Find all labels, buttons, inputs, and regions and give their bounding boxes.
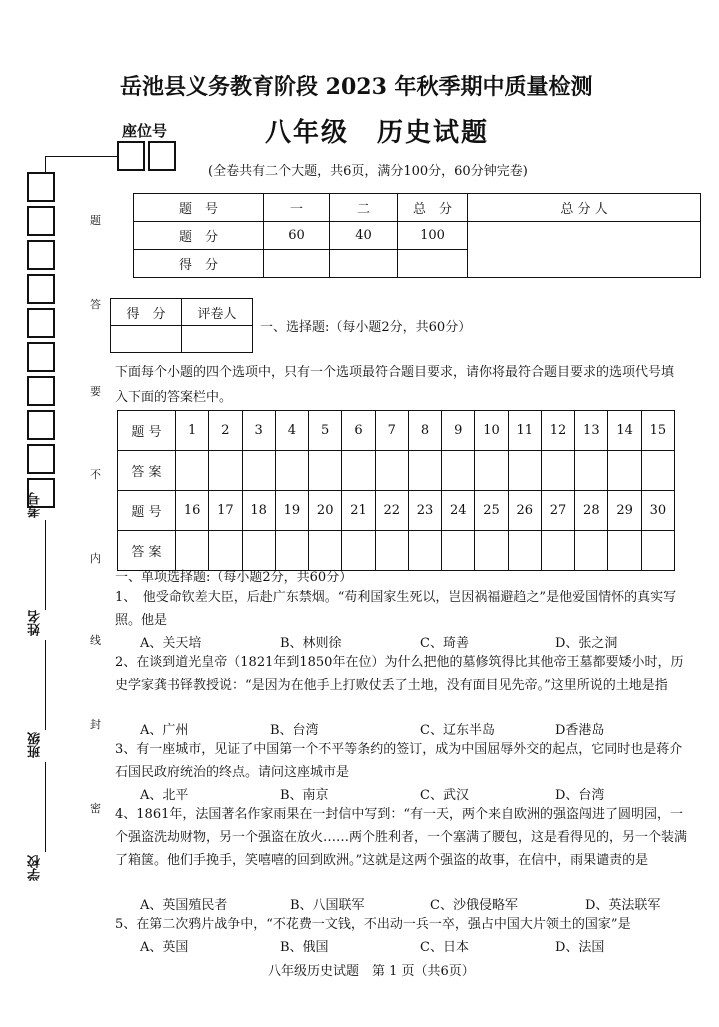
cut-line-char: 答 <box>90 298 101 311</box>
question-number-cell: 1 <box>176 411 209 451</box>
exam-number-box <box>27 206 55 236</box>
answer-cell <box>608 531 641 571</box>
question-number-cell: 14 <box>608 411 641 451</box>
option: B、俄国 <box>280 940 329 955</box>
exam-number-box <box>27 308 55 338</box>
option: B、南京 <box>280 788 329 803</box>
score-cell: 40 <box>330 222 398 250</box>
answer-cell <box>209 531 242 571</box>
binding-line <box>45 640 46 730</box>
question-number-cell: 24 <box>442 491 475 531</box>
cut-line-char: 内 <box>90 552 101 565</box>
score-header-cell: 总 分 人 <box>468 194 701 222</box>
answer-cell <box>275 531 308 571</box>
exam-number-box <box>27 444 55 474</box>
seat-box-2 <box>148 141 176 171</box>
binding-line <box>45 520 46 610</box>
exam-number-box <box>27 376 55 406</box>
question-number-cell: 29 <box>608 491 641 531</box>
option: B、林则徐 <box>280 636 342 651</box>
question-number-cell: 3 <box>242 411 275 451</box>
question-number-cell: 20 <box>309 491 342 531</box>
score-cell <box>398 250 468 278</box>
question-4: 4、1861年，法国著名作家雨果在一封信中写到：“有一天，两个来自欧洲的强盗闯进了圆明园，一个强盗洗劫财物，另一个强盗在放火……两个胜利者，一个塞满了腰包，这是看得见的，另一个装满了箱箧。他们手挽手，笑嘻嘻的回到欧洲。”这就是这两个强盗的故事，在信中，雨果谴责的是 <box>115 807 688 868</box>
exam-number-box <box>27 342 55 372</box>
answer-cell <box>309 531 342 571</box>
cut-line-char: 线 <box>90 634 101 647</box>
school-label: 学校 <box>28 855 43 881</box>
answer-cell <box>641 531 674 571</box>
answer-cell <box>508 451 541 491</box>
grader-score-label: 得 分 <box>111 299 182 326</box>
option: D、法国 <box>555 940 605 955</box>
answer-cell <box>442 451 475 491</box>
question-number-cell: 30 <box>641 491 674 531</box>
answer-label: 答 案 <box>118 451 176 491</box>
option: A、英国 <box>140 940 189 955</box>
answer-cell <box>176 451 209 491</box>
answer-cell <box>242 451 275 491</box>
section-title: 一、选择题:（每小题2分，共60分） <box>260 320 472 335</box>
answer-cell <box>442 531 475 571</box>
exam-note: (全卷共有二个大题，共6页，满分100分，60分钟完卷) <box>208 164 528 179</box>
answer-cell <box>608 451 641 491</box>
question-number-cell: 6 <box>342 411 375 451</box>
question-number-cell: 2 <box>209 411 242 451</box>
option: B、八国联军 <box>290 898 365 913</box>
question-3: 3、有一座城市，见证了中国第一个不平等条约的签订，成为中国屈辱外交的起点，它同时也是蒋介石国民政府统治的终点。请问这座城市是 <box>115 742 683 780</box>
option: A、关天培 <box>140 636 202 651</box>
page-footer: 八年级历史试题 第 1 页（共6页） <box>268 964 475 979</box>
question-number-cell: 7 <box>375 411 408 451</box>
answer-cell <box>309 451 342 491</box>
cut-line-char: 要 <box>90 385 101 398</box>
binding-line <box>45 156 117 157</box>
answer-label: 题 号 <box>118 491 176 531</box>
option: A、北平 <box>140 788 189 803</box>
question-2: 2、在谈到道光皇帝（1821年到1850年在位）为什么把他的墓修筑得比其他帝王墓都要矮小时，历史学家龚书铎教授说：“是因为在他手上打败仗丢了土地，没有面目见先帝。”这里所说的土地是指 <box>115 655 684 693</box>
grader-name-label: 评卷人 <box>182 299 253 326</box>
question-1: 1、 他受命钦差大臣，后赴广东禁烟。“苟利国家生死以，岂因祸福避趋之”是他爱国情怀的真实写照。他是 <box>115 590 677 628</box>
answer-cell <box>475 451 508 491</box>
answer-cell <box>242 531 275 571</box>
score-cell: 100 <box>398 222 468 250</box>
answer-cell <box>176 531 209 571</box>
answer-cell <box>342 531 375 571</box>
grader-cell <box>182 326 253 353</box>
answer-cell <box>375 451 408 491</box>
name-label: 姓名 <box>28 610 43 636</box>
answer-label: 答 案 <box>118 531 176 571</box>
answer-cell <box>342 451 375 491</box>
option: C、琦善 <box>420 636 469 651</box>
exam-number-box <box>27 172 55 202</box>
option: A、英国殖民者 <box>140 898 228 913</box>
binding-line <box>45 762 46 852</box>
question-number-cell: 18 <box>242 491 275 531</box>
question-5: 5、在第二次鸦片战争中，“不花费一文钱，不出动一兵一卒，强占中国大片领土的国家”是 <box>115 917 631 932</box>
option: C、沙俄侵略军 <box>430 898 518 913</box>
answer-cell <box>575 531 608 571</box>
score-cell <box>264 250 330 278</box>
option: D、台湾 <box>555 788 605 803</box>
exam-subtitle: 八年级 历史试题 <box>265 118 490 148</box>
exam-title: 岳池县义务教育阶段 2023 年秋季期中质量检测 <box>120 74 593 100</box>
score-cell: 60 <box>264 222 330 250</box>
answer-cell <box>641 451 674 491</box>
seat-box-1 <box>117 141 145 171</box>
score-header-cell: 总 分 <box>398 194 468 222</box>
score-cell <box>330 250 398 278</box>
option: D、张之洞 <box>555 636 618 651</box>
exam-number-box <box>27 274 55 304</box>
answer-cell <box>209 451 242 491</box>
question-number-cell: 27 <box>541 491 574 531</box>
total-grader-cell <box>468 222 701 278</box>
answer-cell <box>275 451 308 491</box>
question-number-cell: 4 <box>275 411 308 451</box>
score-table <box>133 193 701 278</box>
option: C、辽东半岛 <box>420 723 495 738</box>
exam-number-box <box>27 240 55 270</box>
score-header-cell: 二 <box>330 194 398 222</box>
score-header-cell: 题 号 <box>134 194 264 222</box>
answer-cell <box>541 531 574 571</box>
answer-table <box>117 410 675 571</box>
score-cell: 题 分 <box>134 222 264 250</box>
question-number-cell: 9 <box>442 411 475 451</box>
section-single-title: 一、单项选择题:（每小题2分，共60分） <box>115 570 353 585</box>
answer-cell <box>475 531 508 571</box>
instructions: 下面每个小题的四个选项中，只有一个选项最符合题目要求，请你将最符合题目要求的选项代号填入下面的答案栏中。 <box>115 365 675 405</box>
question-number-cell: 10 <box>475 411 508 451</box>
question-number-cell: 23 <box>408 491 441 531</box>
answer-cell <box>508 531 541 571</box>
class-label: 班级 <box>28 732 43 758</box>
option: D香港岛 <box>555 723 605 738</box>
option: C、武汉 <box>420 788 469 803</box>
question-number-cell: 13 <box>575 411 608 451</box>
question-number-cell: 26 <box>508 491 541 531</box>
question-number-cell: 16 <box>176 491 209 531</box>
question-number-cell: 25 <box>475 491 508 531</box>
question-number-cell: 5 <box>309 411 342 451</box>
question-number-cell: 19 <box>275 491 308 531</box>
question-number-cell: 8 <box>408 411 441 451</box>
answer-label: 题 号 <box>118 411 176 451</box>
answer-cell <box>408 451 441 491</box>
binding-line <box>45 156 46 174</box>
answer-cell <box>575 451 608 491</box>
option: D、英法联军 <box>585 898 661 913</box>
cut-line-char: 封 <box>90 718 101 731</box>
option: C、日本 <box>420 940 469 955</box>
cut-line-char: 密 <box>90 802 101 815</box>
question-number-cell: 11 <box>508 411 541 451</box>
exam-number-box <box>27 410 55 440</box>
answer-cell <box>408 531 441 571</box>
answer-cell <box>541 451 574 491</box>
exam-no-label: 考号 <box>28 492 43 518</box>
cut-line-char: 不 <box>90 468 101 481</box>
score-cell: 得 分 <box>134 250 264 278</box>
option: A、广州 <box>140 723 189 738</box>
question-number-cell: 15 <box>641 411 674 451</box>
grader-table <box>110 298 253 353</box>
question-number-cell: 22 <box>375 491 408 531</box>
grader-cell <box>111 326 182 353</box>
question-number-cell: 17 <box>209 491 242 531</box>
question-number-cell: 28 <box>575 491 608 531</box>
question-number-cell: 12 <box>541 411 574 451</box>
seat-label: 座位号 <box>122 122 168 140</box>
cut-line-char: 题 <box>90 214 101 227</box>
score-header-cell: 一 <box>264 194 330 222</box>
answer-cell <box>375 531 408 571</box>
question-number-cell: 21 <box>342 491 375 531</box>
option: B、台湾 <box>270 723 319 738</box>
